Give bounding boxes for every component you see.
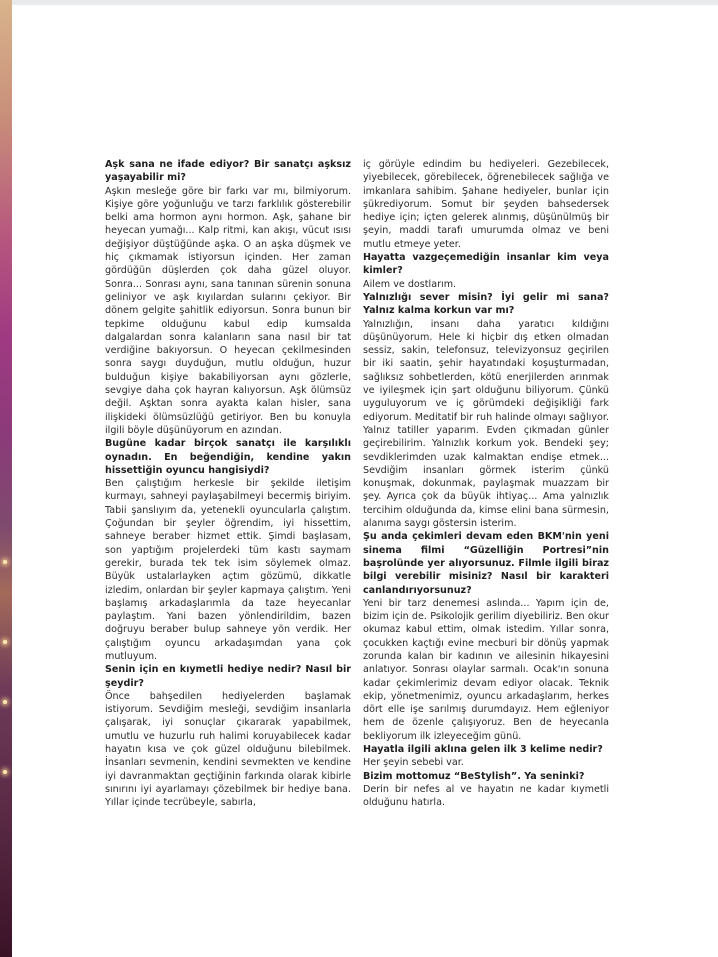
interview-answer: Yalnızlığın, insanı daha yaratıcı kıldığını düşünüyorum. Hele ki hiçbir dış etken olmadan sessiz, sakin, telefonsuz, televizyonsuz geçirilen bir iki saatin, şehir hayatındaki koşuşturmadan, sağlıksız sohbetlerden, kötü enerjilerden arınmak ve iyileşmek için şart olduğunu biliyorum. Çünkü uyguluyorum ve iç görümdeki değişikliği fark ediyorum. Meditatif bir ruh halinde olmayı sağlıyor. Yalnız tatiller yaparım. Evden çıkmadan günler geçirebilirim. Yalnızlık korkum yok. Bendeki şey; sevdiklerimden uzak kalmaktan endişe etmek... Sevdiğim insanları görmek isterim çünkü konuşmak, dokunmak, paylaşmak muazzam bir şey. Ayrıca çok da büyük ihtiyaç... Ama yalnızlık tercihim olduğunda da, kimse elini bana sürmesin, alanıma saygı göstersin isterim. [363,318,609,530]
interview-question: Hayatta vazgeçemediğin insanlar kim veya kimler? [363,252,609,277]
interview-answer: Ailem ve dostlarım. [363,278,457,290]
sparkle-decoration [3,560,7,564]
interview-question: Senin için en kıymetli hediye nedir? Nasıl bir şeydir? [105,664,351,689]
interview-answer: iç görüyle edindim bu hediyeleri. Gezebilecek, yiyebilecek, görebilecek, öğrenebilecek sağlığa ve imkanlara sahibim. Şahane hediyeler, bunlar için şükrediyorum. Somut bir şeyden bahsedersek hediye için; içten gelerek alınmış, düşünülmüş bir şeyin, maddi tarafı umurumda olmaz ve beni mutlu etmeye yeter. [363,159,609,250]
interview-question: Bizim mottomuz “BeStylish”. Ya seninki? [363,770,585,782]
interview-question: Hayatla ilgili aklına gelen ilk 3 kelime nedir? [363,744,603,756]
sparkle-decoration [3,640,7,644]
interview-answer: Derin bir nefes al ve hayatın ne kadar kıymetli olduğunu hatırla. [363,783,609,809]
decorative-photo-strip [0,0,12,957]
sparkle-decoration [3,770,7,774]
interview-answer: Ben çalıştığım herkesle bir şekilde iletişim kurmayı, sahneyi paylaşabilmeyi becermiş biriyim. Tabii şanslıyım da, yetenekli oyuncularla çalıştım. Çoğundan bir şeyler öğrendim, iyi hissettim, sahneye beraber hizmet ettik. Şimdi başlasam, son yaptığım projelerdeki tüm kastı saymam gerekir, burada tek tek isim söylemek olmaz. Büyük ustalarlayken açtım gözümü, dikkatle izledim, onlardan bir şeyler kapmaya çalıştım. Yeni başlamış arkadaşlarımla da taze heyecanlar paylaştım. Yani bazen yönlendirildim, bazen doğruyu beraber bulup sahneye yön verdik. Her çalıştığım oyuncu arkadaşımdan yana çok mutluyum. [105,478,351,662]
interview-answer: Aşkın mesleğe göre bir farkı var mı, bilmiyorum. Kişiye göre yoğunluğu ve tarzı farklılık gösterebilir belki ama hormon aynı hormon. Aşk, şahane bir heyecan yumağı... Kalp ritmi, kan akışı, vücut ısısı değişiyor düştüğünde aşka. O an aşka düşmek ve hiç çıkmamak istiyorsun içinden. Her zaman gördüğün düşlerden çok daha güzel oluyor. Sonra... Sonrası aynı, sana tanınan sürenin sonuna geliniyor ve aşk kıyılardan sularını çekiyor. Bir dönem gelgite şahitlik ediyorsun. Sonra bunun bir tepkime olduğunu kabul edip kumsalda dalgalardan sonra kalanların sana nasıl bir tat verdiğine bakıyorsun. O heyecan çekilmesinden sonra saygı duyduğun, mutlu olduğun, huzur bulduğun kişiye bakabiliyorsan aynı gözlerle, sevgiye daha çok hayran kalıyorsun. Aşk ölümsüz değil. Aşktan sonra ayakta kalan hisler, sana ilişkideki ölümsüzlüğü getiriyor. Ben bu konuyla ilgili böyle düşünüyorum en azından. [105,185,351,436]
interview-question: Aşk sana ne ifade ediyor? Bir sanatçı aşksız yaşayabilir mi? [105,159,351,184]
interview-question: Yalnızlığı sever misin? İyi gelir mi sana? Yalnız kalma korkun var mı? [363,291,609,317]
interview-answer: Yeni bir tarz denemesi aslında... Yapım için de, bizim için de. Psikolojik gerilim diyebiliriz. Ben okur okumaz kabul ettim, olmak istedim. Yıllar sonra, çocukken kaçtığı evine mecburi bir dönüş yapmak zorunda kalan bir kadının ve ailesinin hikayesini anlatıyor. Sonrası olaylar sarmalı. Ocak'ın sonuna kadar çekimlerimiz devam ediyor olacak. Teknik ekip, yönetmenimiz, oyuncu arkadaşlarım, herkes dört elle işe sarılmış durumdayız. Hem eğleniyor hem de özenle çalışıyoruz. Ben de heyecanla bekliyorum ilk izleyeceğim günü. [363,597,609,742]
interview-answer: Her şeyin sebebi var. [363,757,464,769]
interview-question: Şu anda çekimleri devam eden BKM'nin yeni sinema filmi “Güzelliğin Portresi”nin başrolünde yer alıyorsunuz. Filmle ilgili biraz bilgi verebilir misiniz? Nasıl bir karakteri canlandırıyorsunuz? [363,531,609,596]
sparkle-decoration [3,700,7,704]
interview-answer: Önce bahşedilen hediyelerden başlamak istiyorum. Sevdiğim mesleği, sevdiğim insanlarla çalışarak, iyi sonuçlar çıkararak yapabilmek, umutlu ve huzurlu ruh halimi koruyabilecek kadar hayatın kısa ve çok güzel olduğunu bilebilmek. İnsanları sevmenin, kendini sevmekten ve kendine iyi davranmaktan geçtiğinin farkında olarak kibirle sınırını iyi ayarlamayı çözebilmek bir hediye bana. Yıllar içinde tecrübeyle, sabırla, [105,690,351,809]
article-column-left [105,158,351,810]
interview-question: Bugüne kadar birçok sanatçı ile karşılıklı oynadın. En beğendiğin, kendine yakın hissettiğin oyuncu hangisiydi? [105,438,351,476]
page-top-edge [0,0,718,5]
article-column-right [363,158,609,810]
